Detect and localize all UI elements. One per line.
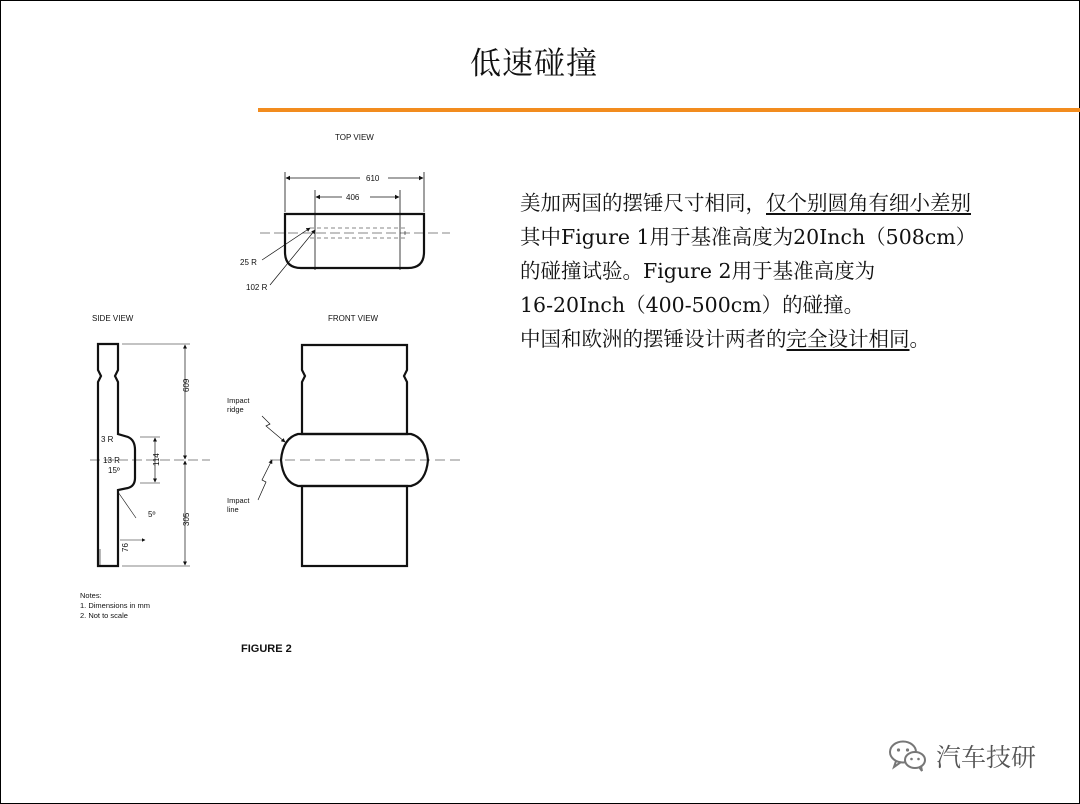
dim-13r: 13 R (103, 456, 120, 465)
dim-3r: 3 R (101, 435, 114, 444)
body-underlined-segment: 完全设计相同 (786, 327, 910, 351)
front-view (258, 345, 460, 566)
dim-25r: 25 R (240, 258, 257, 267)
body-line (520, 220, 976, 254)
side-view (90, 344, 210, 566)
note-2: 2. Not to scale (80, 611, 128, 620)
front-view-label: FRONT VIEW (328, 314, 379, 323)
body-segment: 中国和欧洲的摆锤设计两者的 (520, 327, 787, 351)
dim-114: 114 (152, 453, 161, 466)
body-line (520, 288, 976, 322)
body-line (520, 186, 976, 220)
slide-title: 低速碰撞 (470, 46, 598, 82)
impact-line-label-2: line (227, 505, 239, 514)
dim-406: 406 (346, 193, 360, 202)
wechat-icon (888, 739, 928, 773)
notes-title: Notes: (80, 591, 102, 600)
dim-305: 305 (182, 512, 191, 526)
body-segment: 的碰撞试验。Figure 2用于基准高度为 (520, 259, 876, 283)
body-segment: 。 (909, 327, 930, 351)
dim-102r: 102 R (246, 283, 268, 292)
impact-ridge-label-1: Impact (227, 396, 250, 405)
body-segment: 美加两国的摆锤尺寸相同， (520, 191, 766, 215)
body-line (520, 322, 976, 356)
top-view-label: TOP VIEW (335, 133, 374, 142)
watermark-text: 汽车技研 (936, 743, 1037, 772)
title-underline-rule (258, 108, 1080, 112)
watermark (888, 738, 1036, 774)
figure-caption: FIGURE 2 (241, 643, 292, 655)
dim-610: 610 (366, 174, 380, 183)
body-underlined-segment: 仅个别圆角有细小差别 (766, 191, 971, 215)
dim-609: 609 (182, 378, 191, 392)
side-view-label: SIDE VIEW (92, 314, 134, 323)
dim-5deg: 5º (148, 510, 156, 519)
note-1: 1. Dimensions in mm (80, 601, 151, 610)
body-segment: 其中Figure 1用于基准高度为20Inch（508cm） (520, 225, 977, 249)
dim-76: 76 (121, 543, 130, 552)
impact-ridge-label-2: ridge (227, 405, 244, 414)
impact-line-label-1: Impact (227, 496, 250, 505)
body-segment: 16-20Inch（400-500cm）的碰撞。 (520, 293, 865, 317)
pendulum-drawing (70, 120, 470, 665)
top-view (260, 172, 450, 285)
body-text (520, 186, 976, 356)
body-line (520, 254, 976, 288)
dim-15deg: 15º (108, 466, 120, 475)
